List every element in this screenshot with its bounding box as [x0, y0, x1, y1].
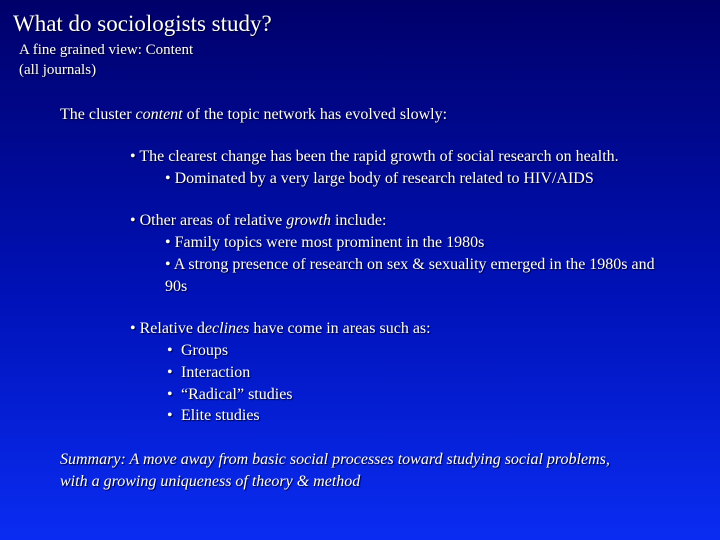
point2-emphasis: growth: [286, 212, 331, 229]
slide-subtitle-line2: (all journals): [19, 62, 97, 78]
intro-text: [60, 106, 447, 124]
decline-bullet: •: [167, 342, 173, 359]
decline-bullet: •: [167, 386, 173, 403]
point2-after: include:: [330, 212, 387, 229]
point2-main: [130, 212, 386, 230]
slide-subtitle-line1: A fine grained view: Content: [19, 42, 194, 58]
point2-sub1: • Family topics were most prominent in the 1980s: [165, 234, 485, 251]
point2-sub2-line1: • A strong presence of research on sex & sexuality emerged in the 1980s and: [165, 256, 655, 273]
decline-bullet: •: [167, 364, 173, 381]
point2-before: • Other areas of relative: [130, 212, 287, 229]
intro-before: The cluster: [60, 106, 136, 123]
intro-emphasis: content: [135, 106, 183, 123]
slide-title: What do sociologists study?: [13, 11, 272, 36]
point1-sub: • Dominated by a very large body of research related to HIV/AIDS: [165, 170, 594, 187]
point3-before: • Relative d: [130, 320, 205, 337]
point3-main: [130, 320, 431, 338]
point2-sub2-line2: 90s: [165, 278, 188, 295]
intro-after: of the topic network has evolved slowly:: [182, 106, 448, 123]
point3-emphasis: eclines: [204, 320, 250, 337]
summary-line2: with a growing uniqueness of theory & method: [60, 473, 361, 490]
summary-line1: Summary: A move away from basic social processes toward studying social problems,: [60, 451, 610, 468]
decline-item: Interaction: [181, 364, 251, 381]
point1-main: • The clearest change has been the rapid growth of social research on health.: [130, 148, 619, 165]
point3-after: have come in areas such as:: [249, 320, 431, 337]
decline-item: Elite studies: [181, 407, 260, 424]
decline-item: Groups: [181, 342, 229, 359]
decline-item: “Radical” studies: [181, 386, 293, 403]
decline-bullet: •: [167, 407, 173, 424]
